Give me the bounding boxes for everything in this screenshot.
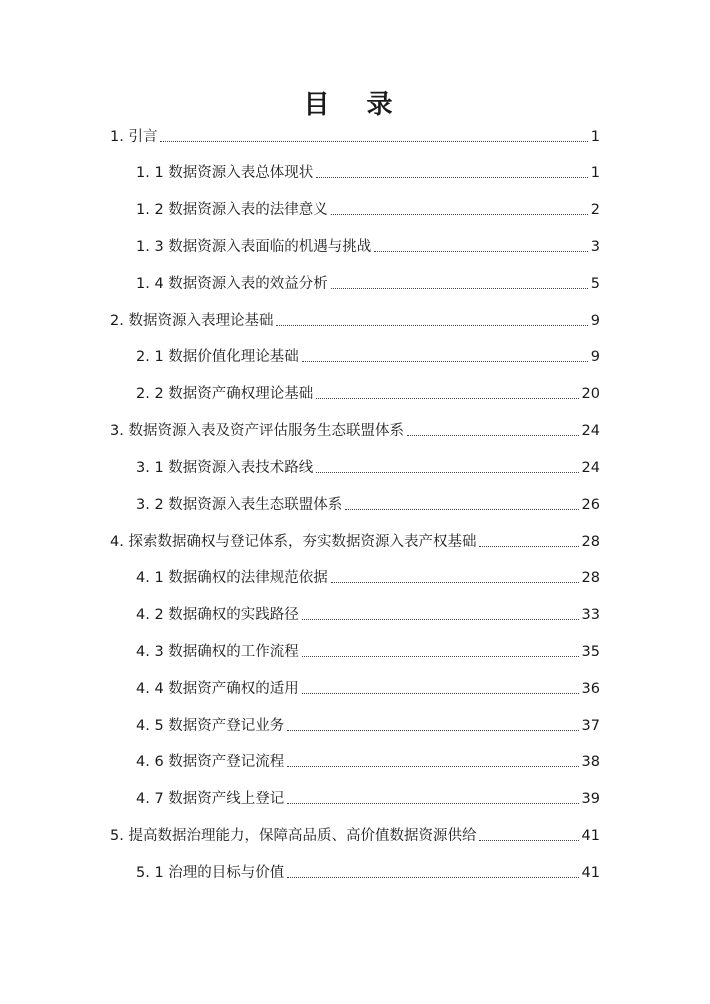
toc-dot-leader (345, 508, 578, 510)
toc-entry-label: 4. 3 数据确权的工作流程 (136, 644, 299, 660)
toc-dot-leader (287, 729, 578, 731)
toc-page-number: 1 (590, 129, 600, 145)
toc-page-number: 41 (581, 828, 600, 844)
toc-page-number: 37 (581, 718, 600, 734)
toc-entry[interactable] (136, 785, 600, 809)
toc-entry[interactable] (136, 638, 600, 662)
toc-dot-leader (287, 876, 578, 878)
toc-dot-leader (479, 839, 578, 841)
toc-entry[interactable] (136, 675, 600, 699)
toc-entry[interactable] (110, 307, 600, 331)
toc-entry-label: 5. 提高数据治理能力，保障高品质、高价值数据资源供给 (110, 828, 477, 844)
toc-entry[interactable] (136, 564, 600, 588)
toc-dot-leader (276, 324, 587, 326)
toc-entry-label: 4. 4 数据资产确权的适用 (136, 681, 299, 697)
toc-entry-label: 4. 7 数据资产线上登记 (136, 791, 285, 807)
toc-entry[interactable] (136, 454, 600, 478)
toc-page-number: 20 (581, 386, 600, 402)
toc-dot-leader (479, 545, 578, 547)
toc-dot-leader (316, 397, 578, 399)
toc-dot-leader (287, 802, 578, 804)
toc-entry-label: 1. 1 数据资源入表总体现状 (136, 165, 314, 181)
toc-entry-label: 1. 2 数据资源入表的法律意义 (136, 202, 328, 218)
toc-page-number: 3 (590, 239, 600, 255)
toc-page-number: 9 (590, 313, 600, 329)
toc-page-number: 28 (581, 534, 600, 550)
toc-dot-leader (302, 692, 579, 694)
page-title: 目 录 (303, 90, 407, 120)
toc-entry-label: 2. 2 数据资产确权理论基础 (136, 386, 314, 402)
toc-page-number: 33 (581, 607, 600, 623)
toc-entry-label: 1. 引言 (110, 129, 158, 145)
toc-page-number: 2 (590, 202, 600, 218)
toc-page-number: 24 (581, 460, 600, 476)
toc-entry[interactable] (136, 380, 600, 404)
toc-entry[interactable] (136, 270, 600, 294)
toc-entry-label: 4. 探索数据确权与登记体系，夯实数据资源入表产权基础 (110, 534, 477, 550)
toc-page-number: 36 (581, 681, 600, 697)
toc-entry[interactable] (110, 822, 600, 846)
toc-page-number: 28 (581, 570, 600, 586)
toc-entry[interactable] (136, 343, 600, 367)
toc-entry[interactable] (110, 123, 600, 147)
toc-dot-leader (331, 581, 579, 583)
toc-page-number: 38 (581, 754, 600, 770)
toc-page-number: 1 (590, 165, 600, 181)
toc-entry-label: 2. 数据资源入表理论基础 (110, 313, 274, 329)
toc-entry-label: 4. 6 数据资产登记流程 (136, 754, 285, 770)
toc-page-number: 35 (581, 644, 600, 660)
toc-dot-leader (331, 213, 588, 215)
toc-entry-label: 4. 2 数据确权的实践路径 (136, 607, 299, 623)
toc-entry[interactable] (136, 159, 600, 183)
toc-entry-label: 3. 1 数据资源入表技术路线 (136, 460, 314, 476)
toc-dot-leader (331, 287, 588, 289)
toc-entry[interactable] (136, 712, 600, 736)
toc-entry-label: 1. 4 数据资源入表的效益分析 (136, 276, 328, 292)
toc-dot-leader (302, 360, 588, 362)
toc-dot-leader (316, 176, 587, 178)
toc-entry[interactable] (136, 233, 600, 257)
toc-page-number: 39 (581, 791, 600, 807)
toc-entry[interactable] (136, 601, 600, 625)
toc-page-number: 41 (581, 865, 600, 881)
toc-page-number: 9 (590, 349, 600, 365)
toc-entry[interactable] (136, 491, 600, 515)
toc-dot-leader (316, 471, 578, 473)
toc-page-number: 24 (581, 423, 600, 439)
toc-dot-leader (287, 765, 578, 767)
toc-page-number: 5 (590, 276, 600, 292)
toc-entry[interactable] (136, 748, 600, 772)
toc-entry[interactable] (136, 196, 600, 220)
toc-entry[interactable] (136, 859, 600, 883)
toc-entry-label: 4. 5 数据资产登记业务 (136, 718, 285, 734)
toc-entry-label: 3. 数据资源入表及资产评估服务生态联盟体系 (110, 423, 404, 439)
toc-entry-label: 2. 1 数据价值化理论基础 (136, 349, 299, 365)
toc-dot-leader (160, 140, 587, 142)
toc-dot-leader (374, 250, 587, 252)
toc-dot-leader (302, 655, 579, 657)
toc-page-number: 26 (581, 497, 600, 513)
toc-entry-label: 5. 1 治理的目标与价值 (136, 865, 285, 881)
toc-entry-label: 1. 3 数据资源入表面临的机遇与挑战 (136, 239, 372, 255)
toc-entry-label: 4. 1 数据确权的法律规范依据 (136, 570, 328, 586)
toc-entry[interactable] (110, 528, 600, 552)
toc-dot-leader (407, 434, 579, 436)
toc-entry[interactable] (110, 417, 600, 441)
toc-dot-leader (302, 618, 579, 620)
toc-entry-label: 3. 2 数据资源入表生态联盟体系 (136, 497, 343, 513)
